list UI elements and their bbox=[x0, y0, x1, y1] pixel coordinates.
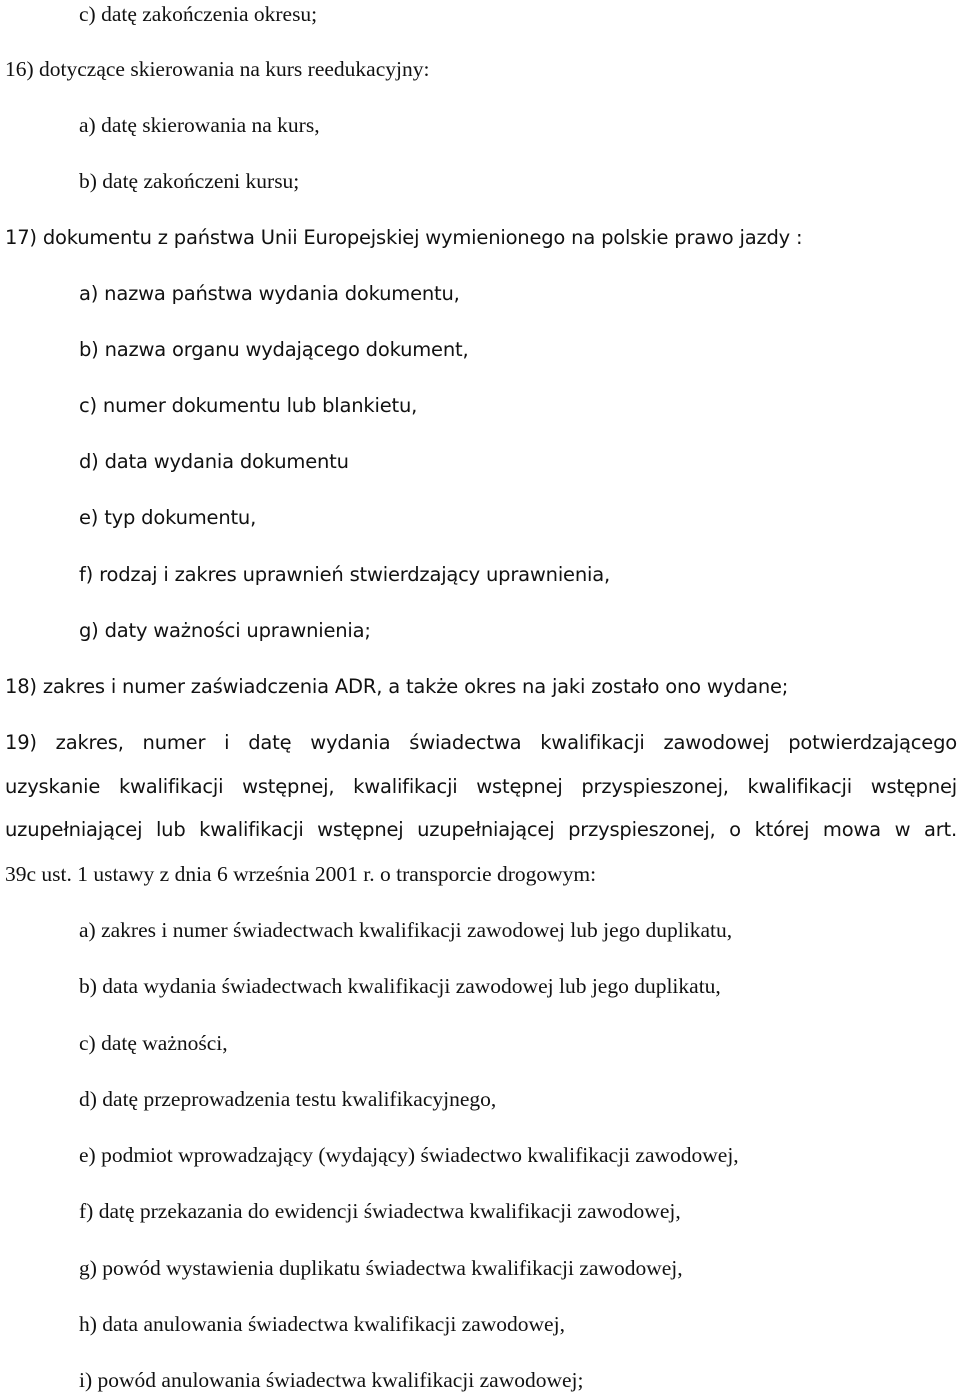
section-16-heading: 16) dotyczące skierowania na kurs reedukacyjny: bbox=[5, 57, 430, 81]
section-18-paragraph: 18) zakres i numer zaświadczenia ADR, a także okres na jaki zostało ono wydane; bbox=[5, 675, 789, 698]
section-19-paragraph-line-1: 19) zakres, numer i datę wydania świadectwa kwalifikacji zawodowej potwierdzającego bbox=[5, 731, 957, 754]
section-19-paragraph-line-4: 39c ust. 1 ustawy z dnia 6 września 2001 r. o transporcie drogowym: bbox=[5, 862, 597, 886]
list-item-16c-end: c) datę zakończenia okresu; bbox=[79, 2, 318, 26]
list-item-19c: c) datę ważności, bbox=[79, 1031, 228, 1055]
list-item-19e: e) podmiot wprowadzający (wydający) świadectwo kwalifikacji zawodowej, bbox=[79, 1143, 739, 1167]
section-17-heading: 17) dokumentu z państwa Unii Europejskiej wymienionego na polskie prawo jazdy : bbox=[5, 226, 803, 249]
list-item-19d: d) datę przeprowadzenia testu kwalifikacyjnego, bbox=[79, 1087, 497, 1111]
list-item-17f: f) rodzaj i zakres uprawnień stwierdzający uprawnienia, bbox=[79, 563, 610, 586]
list-item-17e: e) typ dokumentu, bbox=[79, 506, 257, 529]
list-item-19b: b) data wydania świadectwach kwalifikacji zawodowej lub jego duplikatu, bbox=[79, 974, 721, 998]
list-item-19i: i) powód anulowania świadectwa kwalifikacji zawodowej; bbox=[79, 1368, 584, 1392]
list-item-17d: d) data wydania dokumentu bbox=[79, 450, 349, 473]
list-item-17a: a) nazwa państwa wydania dokumentu, bbox=[79, 282, 460, 305]
list-item-16a: a) datę skierowania na kurs, bbox=[79, 113, 320, 137]
list-item-19a: a) zakres i numer świadectwach kwalifikacji zawodowej lub jego duplikatu, bbox=[79, 918, 733, 942]
list-item-17b: b) nazwa organu wydającego dokument, bbox=[79, 338, 469, 361]
list-item-19g: g) powód wystawienia duplikatu świadectwa kwalifikacji zawodowej, bbox=[79, 1256, 683, 1280]
list-item-19h: h) data anulowania świadectwa kwalifikacji zawodowej, bbox=[79, 1312, 565, 1336]
list-item-16b: b) datę zakończeni kursu; bbox=[79, 169, 300, 193]
section-19-paragraph-line-3: uzupełniającej lub kwalifikacji wstępnej uzupełniającej przyspieszonej, o której mowa w art. bbox=[5, 818, 957, 841]
list-item-17g: g) daty ważności uprawnienia; bbox=[79, 619, 371, 642]
section-19-paragraph-line-2: uzyskanie kwalifikacji wstępnej, kwalifikacji wstępnej przyspieszonej, kwalifikacji wstępnej bbox=[5, 775, 957, 798]
list-item-17c: c) numer dokumentu lub blankietu, bbox=[79, 394, 418, 417]
list-item-19f: f) datę przekazania do ewidencji świadectwa kwalifikacji zawodowej, bbox=[79, 1199, 681, 1223]
